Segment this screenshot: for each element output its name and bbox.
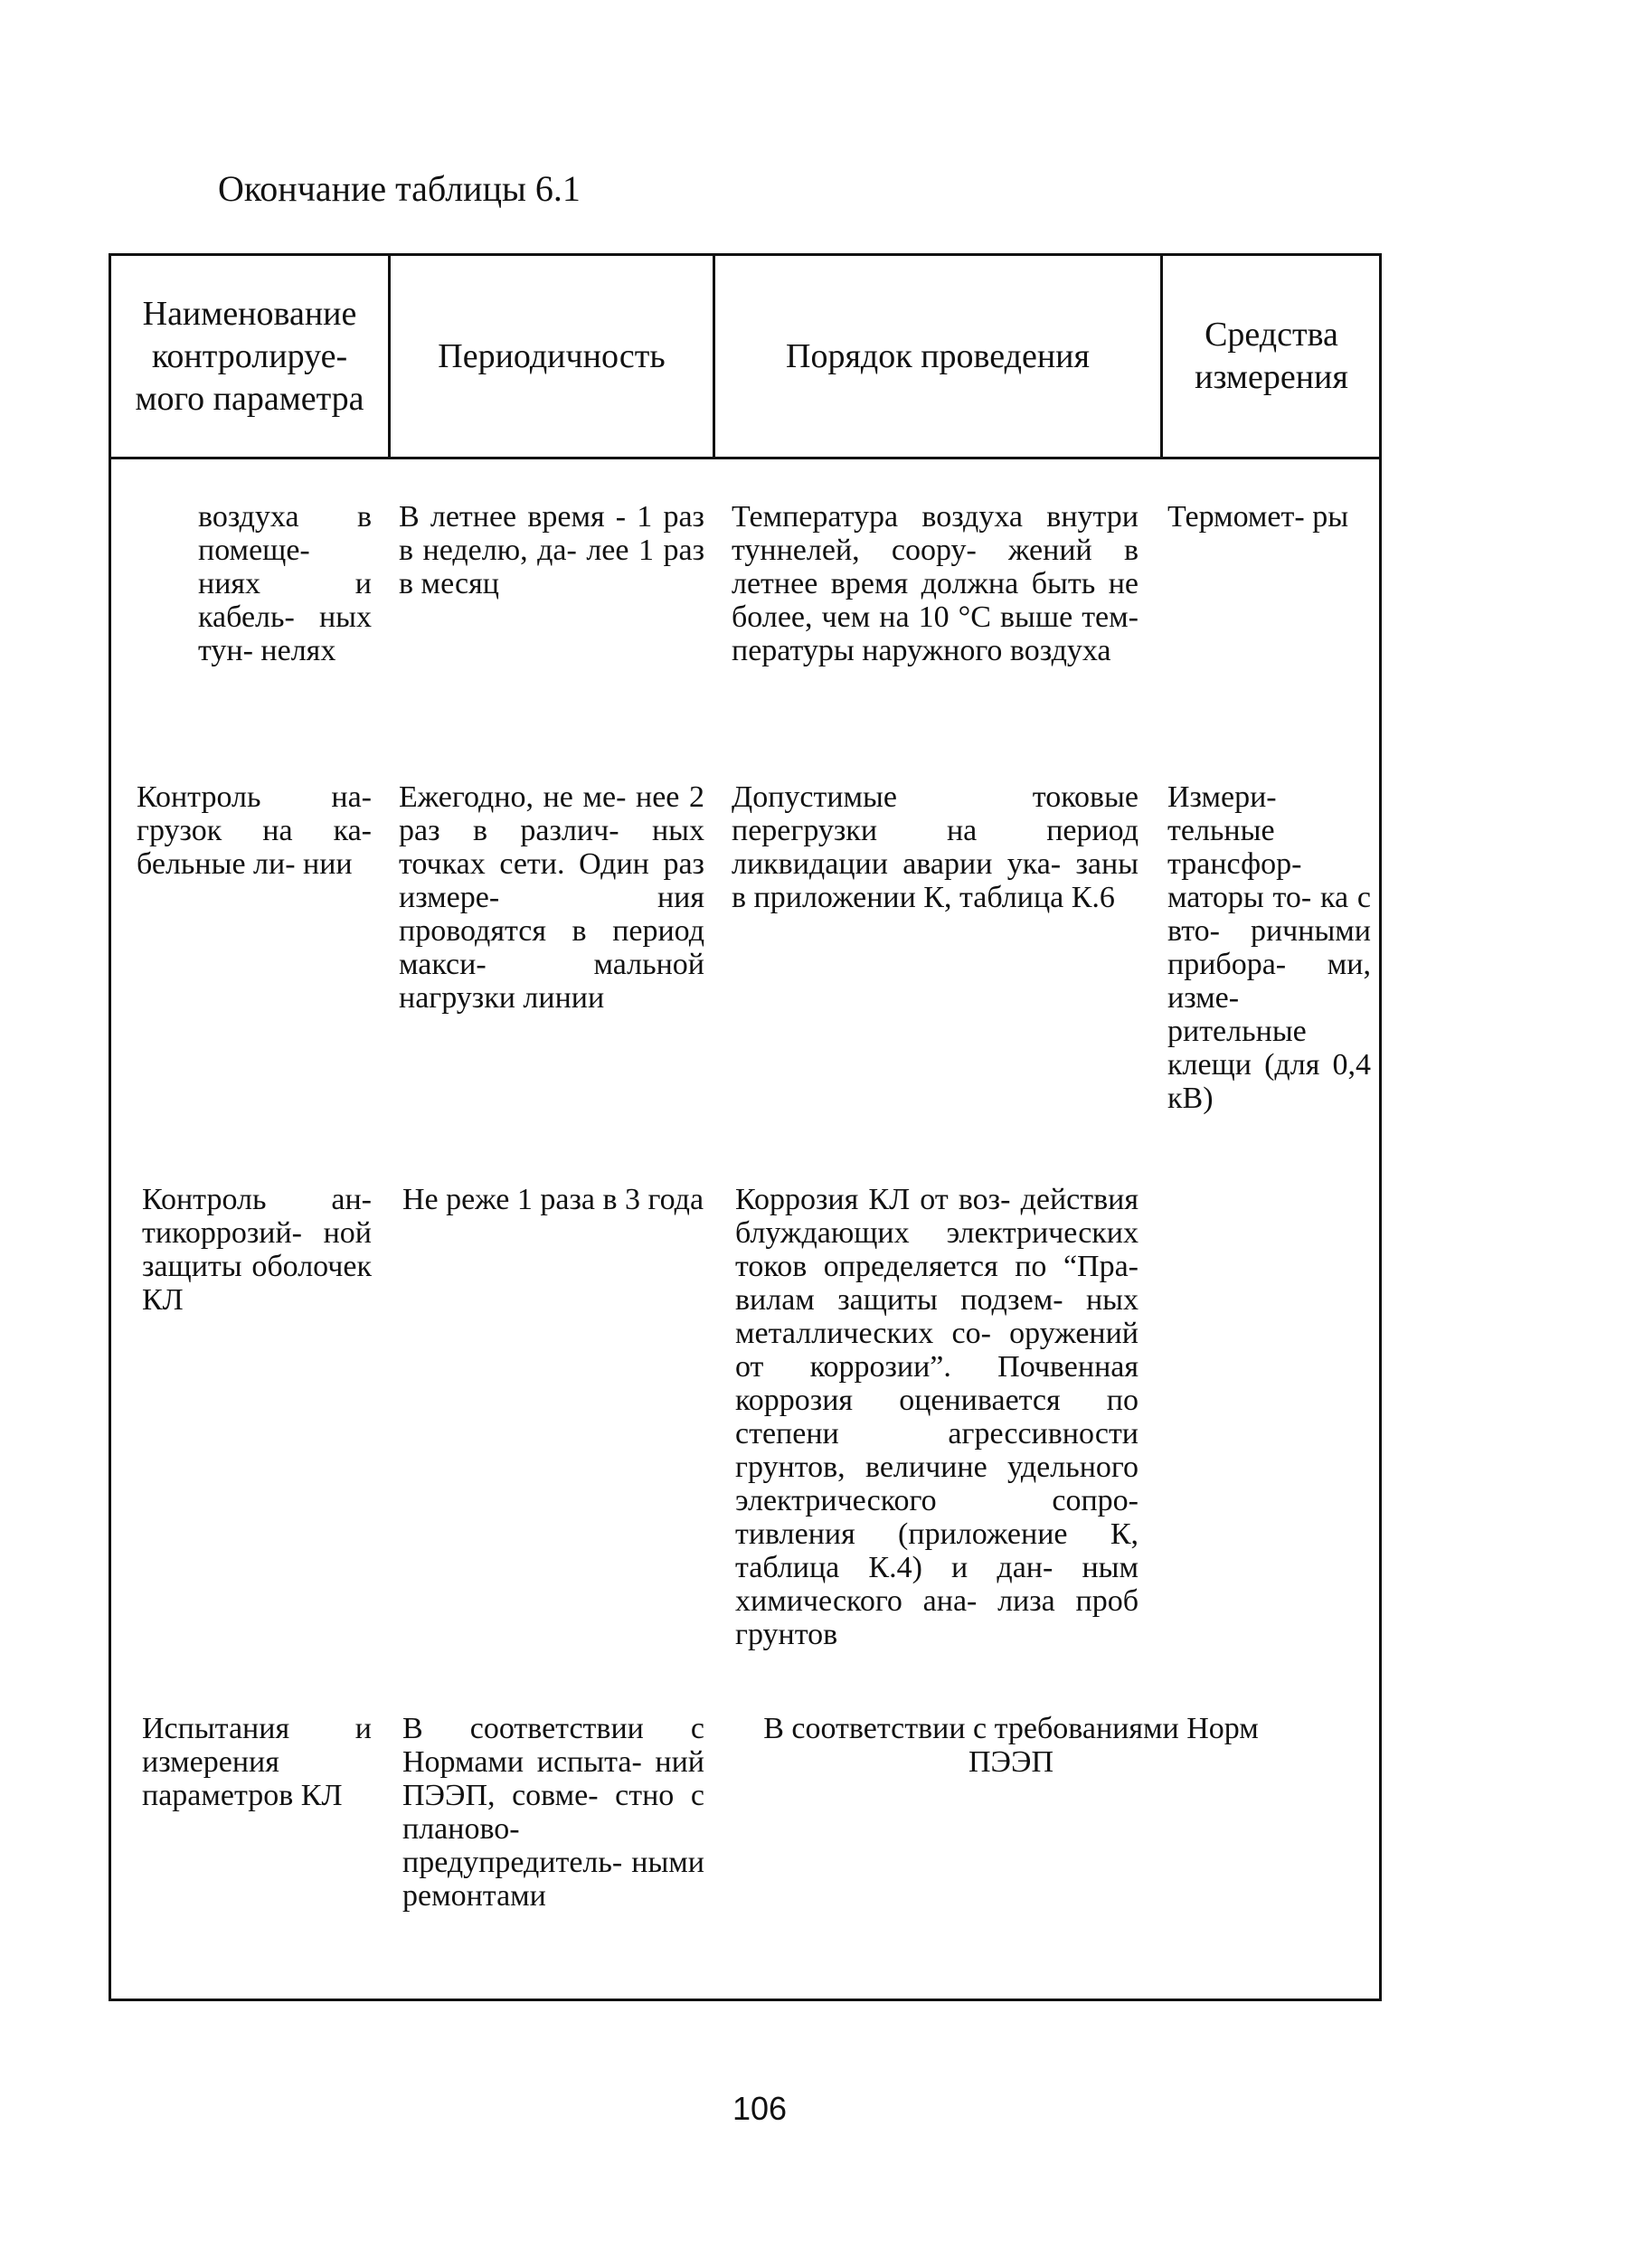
table-caption: Окончание таблицы 6.1 xyxy=(218,168,581,209)
row1-parameter: воздуха в помеще- ниях и кабель- ных тун- нелях xyxy=(198,500,372,667)
header-parameter: Наименование контролируе- мого параметра xyxy=(135,294,364,418)
page-number: 106 xyxy=(732,2090,788,2127)
row1-instruments: Термомет- ры xyxy=(1167,500,1349,534)
header-divider xyxy=(111,457,1379,459)
row1-procedure: Температура воздуха внутри туннелей, соору- жений в летнее время должна быть не более, чем на 10 °С выше тем- пературы наружного воздуха xyxy=(732,500,1139,667)
row2-instruments: Измери- тельные трансфор- маторы то- ка с вто- ричными прибора- ми, изме- рительные клещи (для 0,4 кВ) xyxy=(1167,780,1371,1115)
row4-procedure-and-instruments: В соответствии с требованиями Норм ПЭЭП xyxy=(763,1712,1259,1779)
row3-parameter: Контроль ан- тикоррозий- ной защиты оболочек КЛ xyxy=(142,1183,372,1317)
row2-periodicity: Ежегодно, не ме- нее 2 раз в различ- ных точках сети. Один раз измере- ния проводятся в период макси- мальной нагрузки линии xyxy=(399,780,704,1015)
row1-periodicity: В летнее время - 1 раз в неделю, да- лее 1 раз в месяц xyxy=(399,500,704,600)
row3-procedure: Коррозия КЛ от воз- действия блуждающих электрических токов определяется по “Пра- вилам защиты подзем- ных металлических со- оружений от коррозии”. Почвенная коррозия оценивается по степени агрессивности грунтов, величине удельного электрического сопро- тивления (приложение К, таблица К.4) и дан- ным химического ана- лиза проб грунтов xyxy=(735,1183,1139,1651)
header-procedure: Порядок проведения xyxy=(786,336,1090,375)
row2-procedure: Допустимые токовые перегрузки на период ликвидации аварии ука- заны в приложении К, таблица К.6 xyxy=(732,780,1139,914)
row3-periodicity: Не реже 1 раза в 3 года xyxy=(402,1183,704,1216)
row4-periodicity: В соответствии с Нормами испыта- ний ПЭЭП, совме- стно с планово- предупредитель- ными ремонтами xyxy=(402,1712,704,1913)
data-table xyxy=(109,253,1382,2001)
header-instruments: Средства измерения xyxy=(1195,316,1348,396)
row2-parameter: Контроль на- грузок на ка- бельные ли- нии xyxy=(137,780,372,881)
row4-parameter: Испытания и измерения параметров КЛ xyxy=(142,1712,372,1812)
header-periodicity: Периодичность xyxy=(438,336,666,375)
